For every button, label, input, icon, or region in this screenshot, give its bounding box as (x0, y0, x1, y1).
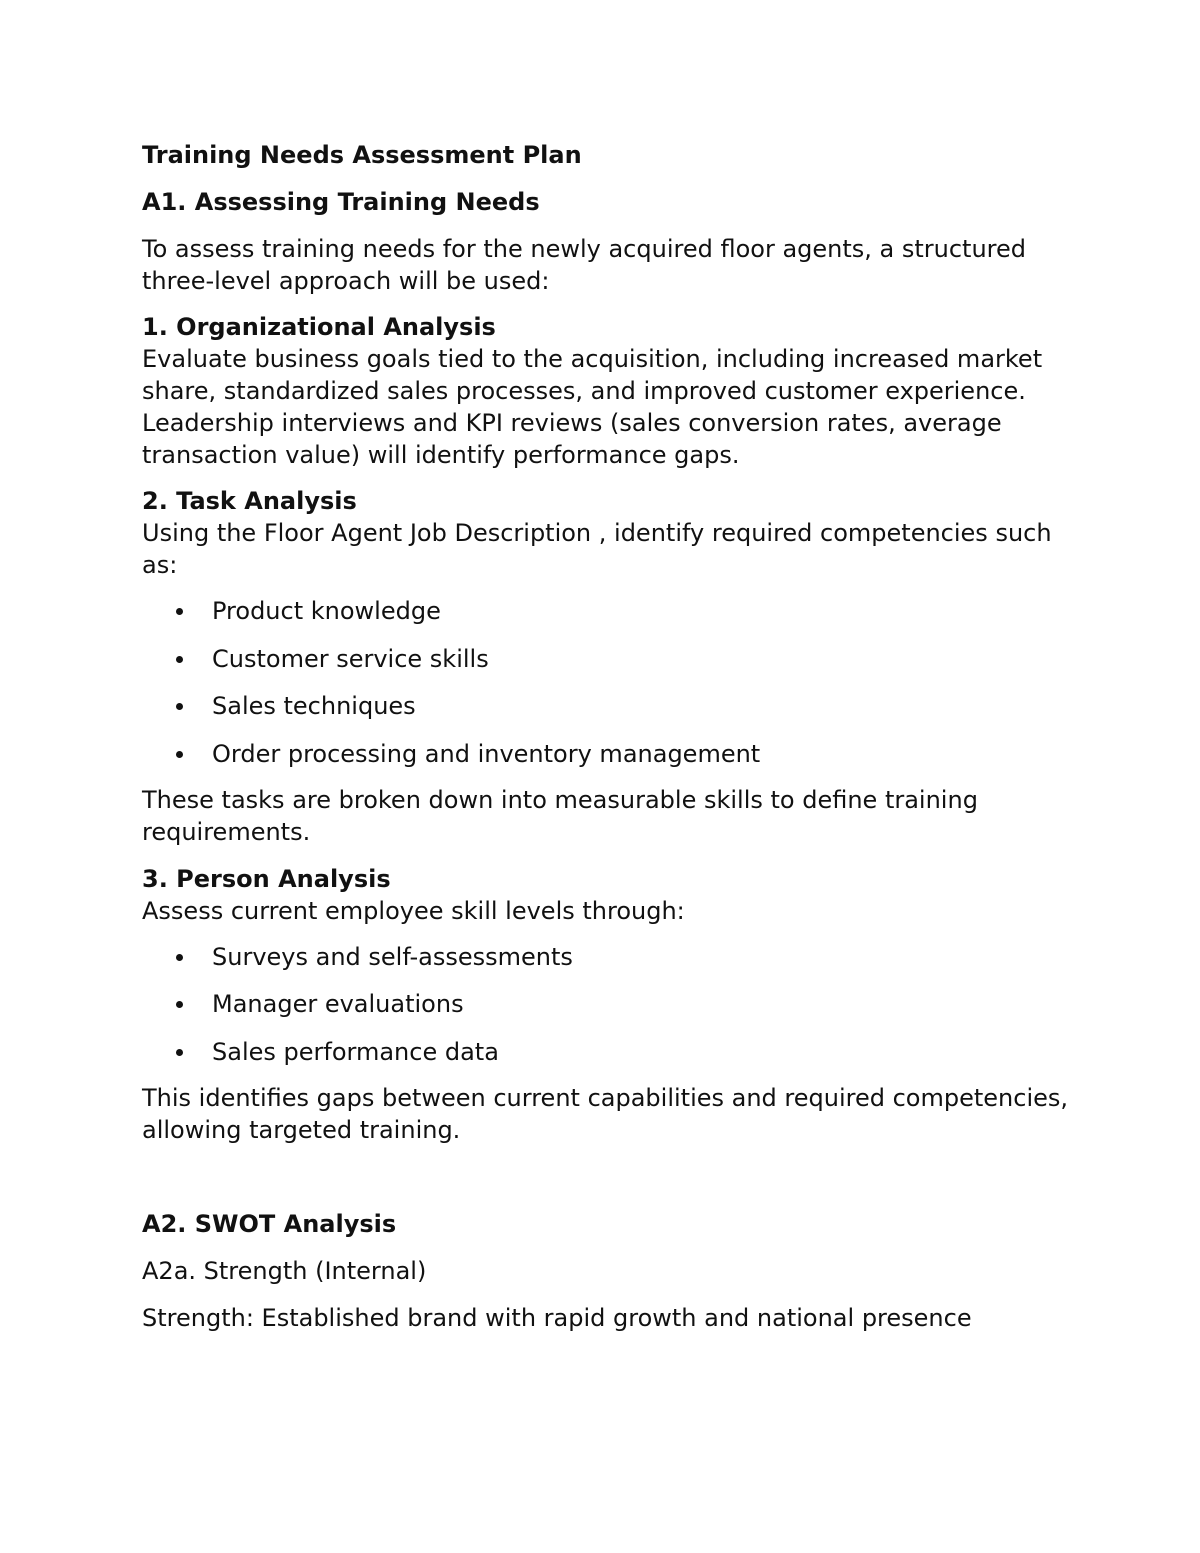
bullet-icon (176, 954, 183, 961)
list-item: Sales techniques (142, 690, 1072, 722)
task-analysis-intro: Using the Floor Agent Job Description , identify required competencies such as: (142, 519, 1052, 579)
bullet-icon (176, 703, 183, 710)
person-assessment-list (142, 941, 1072, 1068)
org-analysis-heading: 1. Organizational Analysis (142, 313, 496, 341)
person-analysis-intro: Assess current employee skill levels through: (142, 896, 685, 925)
a1-intro-paragraph: To assess training needs for the newly acquired floor agents, a structured three-level approach will be used: (142, 235, 1027, 295)
list-item: Surveys and self-assessments (142, 941, 1072, 973)
bullet-icon (176, 656, 183, 663)
list-item: Manager evaluations (142, 988, 1072, 1020)
bullet-icon (176, 608, 183, 615)
list-item: Sales performance data (142, 1036, 1072, 1068)
list-item: Product knowledge (142, 595, 1072, 627)
document-body (142, 139, 1072, 1334)
list-item: Order processing and inventory management (142, 738, 1072, 770)
person-analysis-outro: This identifies gaps between current capabilities and required competencies, allowing targeted training. (142, 1083, 1069, 1144)
swot-strength-paragraph: Strength: Established brand with rapid growth and national presence (142, 1303, 972, 1332)
section-heading-a1: A1. Assessing Training Needs (142, 188, 540, 216)
list-item: Customer service skills (142, 643, 1072, 675)
task-analysis-outro: These tasks are broken down into measurable skills to define training requirements. (142, 785, 978, 846)
section-heading-a2: A2. SWOT Analysis (142, 1209, 397, 1238)
bullet-icon (176, 1001, 183, 1008)
bullet-icon (176, 1049, 183, 1056)
org-analysis-paragraph: Evaluate business goals tied to the acquisition, including increased market share, standardized sales processes, and improved customer experience. Leadership interviews and KPI reviews (sales conversion rates, average transaction value) will identify performance gaps. (142, 345, 1043, 469)
swot-strength-subheading: A2a. Strength (Internal) (142, 1256, 427, 1285)
document-title: Training Needs Assessment Plan (142, 141, 582, 169)
person-analysis-heading: 3. Person Analysis (142, 864, 391, 893)
bullet-icon (176, 751, 183, 758)
task-analysis-heading: 2. Task Analysis (142, 487, 357, 515)
task-competency-list (142, 595, 1072, 770)
